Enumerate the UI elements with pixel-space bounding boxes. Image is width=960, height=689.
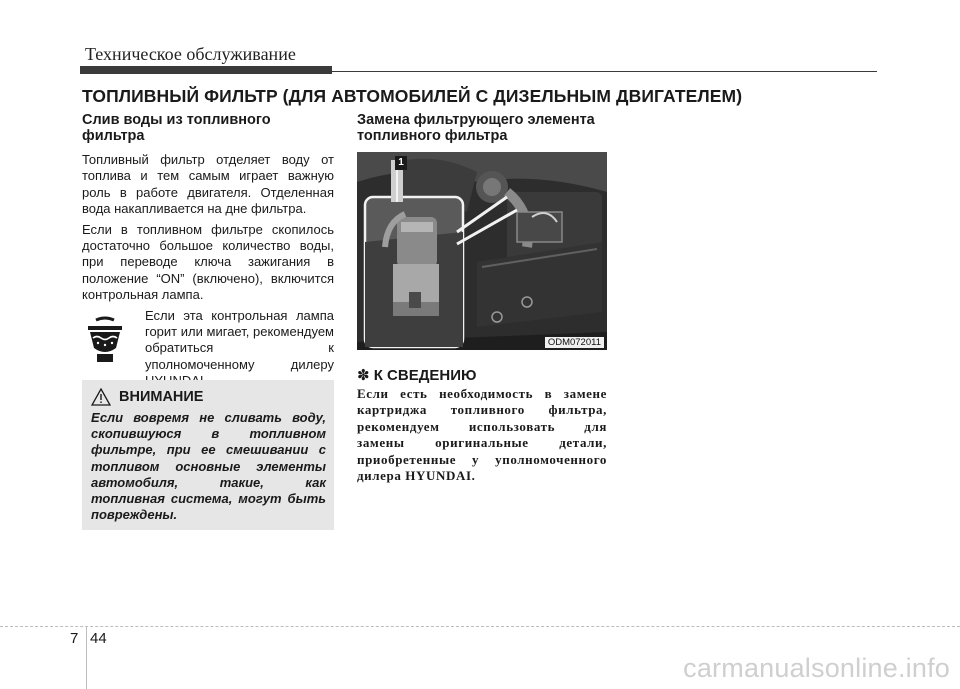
section-header: Техническое обслуживание — [85, 44, 296, 64]
right-column — [357, 112, 607, 152]
engine-photo — [357, 152, 607, 350]
water-in-fuel-lamp-icon — [84, 316, 126, 364]
header-rule — [332, 71, 877, 72]
watermark: carmanualsonline.info — [683, 653, 950, 683]
drain-heading: Слив воды из топливного фильтра — [82, 112, 271, 144]
photo-caption: ODM072011 — [545, 337, 604, 348]
info-text: Если есть необходимость в замене картриджа топливного фильтра, рекомендуем использовать для замены оригинальные детали, приобретенные у уполномоченного дилера HYUNDAI. — [357, 386, 607, 484]
header-bar — [80, 66, 332, 74]
page-number-separator — [86, 626, 87, 689]
replace-heading: Замена фильтрующего элемента топливного фильтра — [357, 112, 595, 144]
warning-triangle-icon — [91, 388, 111, 406]
warning-header — [91, 388, 326, 406]
page-title: ТОПЛИВНЫЙ ФИЛЬТР (ДЛЯ АВТОМОБИЛЕЙ С ДИЗЕЛЬНЫМ ДВИГАТЕЛЕМ) — [82, 86, 743, 106]
photo-marker-badge: 1 — [395, 156, 407, 170]
fuel-filter-illustration — [357, 152, 607, 350]
warning-box — [82, 380, 334, 530]
chapter-number: 7 — [70, 630, 79, 647]
warning-title: ВНИМАНИЕ — [119, 389, 204, 405]
drain-paragraph-3: Если эта контрольная лампа горит или мигает, рекомендуем обратиться к уполномоченному дилеру — [145, 307, 334, 372]
drain-paragraph-1: Топливный фильтр отделяет воду от топлива и тем самым играет важную роль в работе двигателя. Отделенная вода накапливается на дне фильтра. — [82, 152, 334, 217]
left-column — [82, 112, 334, 388]
warning-lamp-block — [82, 308, 334, 388]
drain-paragraph-2: Если в топливном фильтре скопилось достаточно большое количество воды, при переводе ключа зажигания в положение “ON” (включено), включится контрольная лампа. — [82, 221, 334, 303]
warning-text: Если вовремя не сливать воду, скопившуюся в топливном фильтре, при ее смешивании с топливом основные элементы автомобиля, такие, как топливная система, могут быть повреждены. — [91, 410, 326, 523]
footer-divider — [0, 626, 960, 628]
page-number: 44 — [90, 630, 107, 647]
info-title: ✽ К СВЕДЕНИЮ — [357, 367, 477, 384]
